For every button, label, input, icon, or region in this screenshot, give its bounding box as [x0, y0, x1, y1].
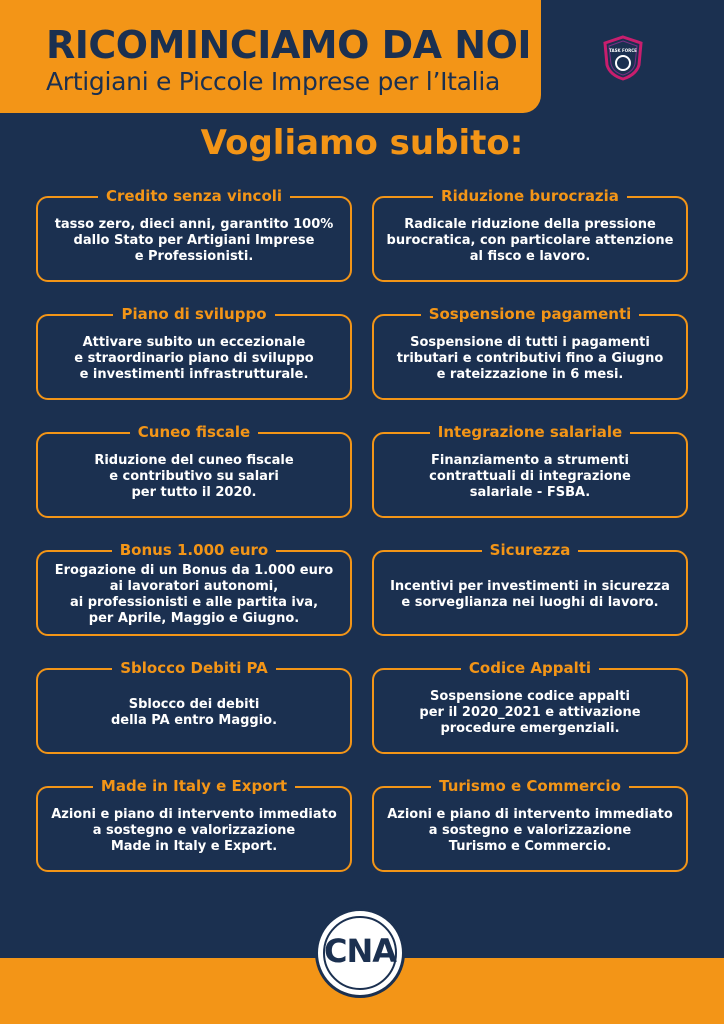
demand-card [36, 659, 352, 754]
demand-card [372, 187, 688, 282]
demand-card-text: Finanziamento a strumenti contrattuali di integrazione salariale - FSBA. [429, 453, 631, 500]
demand-card-title: Turismo e Commercio [431, 777, 629, 795]
demand-card [372, 541, 688, 636]
section-heading: Vogliamo subito: [200, 123, 524, 163]
demand-card-title: Riduzione burocrazia [433, 187, 627, 205]
logo-text: CNA [323, 932, 397, 970]
demand-card [372, 305, 688, 400]
demand-card-title: Sblocco Debiti PA [112, 659, 276, 677]
demand-card-text: Attivare subito un eccezionale e straordinario piano di sviluppo e investimenti infrastrutturale. [74, 335, 314, 382]
page-title: RICOMINCIAMO DA NOI [46, 23, 532, 67]
demand-card [36, 187, 352, 282]
demand-card-title: Credito senza vincoli [98, 187, 290, 205]
demand-card-title: Made in Italy e Export [93, 777, 295, 795]
svg-text:TASK FORCE: TASK FORCE [609, 48, 637, 53]
demand-card-text: Riduzione del cuneo fiscale e contributivo su salari per tutto il 2020. [94, 453, 294, 500]
demand-card-title: Cuneo fiscale [130, 423, 258, 441]
demand-card [36, 777, 352, 872]
demand-card-text: Azioni e piano di intervento immediato a sostegno e valorizzazione Turismo e Commercio. [387, 807, 673, 854]
cna-logo [315, 908, 405, 998]
demand-card-title: Integrazione salariale [430, 423, 630, 441]
demand-card-text: tasso zero, dieci anni, garantito 100% dallo Stato per Artigiani Imprese e Professionisti. [54, 217, 334, 264]
demand-card [36, 305, 352, 400]
demand-card-title: Piano di sviluppo [113, 305, 274, 323]
task-force-shield-icon [602, 35, 644, 81]
demand-card [36, 423, 352, 518]
demand-card-title: Codice Appalti [461, 659, 599, 677]
demand-card-text: Sospensione di tutti i pagamenti tributari e contributivi fino a Giugno e rateizzazione in 6 mesi. [396, 335, 664, 382]
demand-card [372, 659, 688, 754]
page-subtitle: Artigiani e Piccole Imprese per l’Italia [46, 67, 500, 96]
demand-card [372, 777, 688, 872]
demand-card-text: Incentivi per investimenti in sicurezza e sorveglianza nei luoghi di lavoro. [390, 579, 670, 610]
demand-card-title: Sospensione pagamenti [421, 305, 640, 323]
demand-card-text: Erogazione di un Bonus da 1.000 euro ai lavoratori autonomi, ai professionisti e alle partita iva, per Aprile, Maggio e Giugno. [54, 563, 334, 626]
demand-card [36, 541, 352, 636]
demand-card-text: Sospensione codice appalti per il 2020_2021 e attivazione procedure emergenziali. [419, 689, 641, 736]
demand-card [372, 423, 688, 518]
demand-card-title: Bonus 1.000 euro [112, 541, 276, 559]
header-banner [0, 0, 541, 113]
demand-card-text: Sblocco dei debiti della PA entro Maggio. [110, 697, 278, 728]
demand-card-title: Sicurezza [482, 541, 579, 559]
demand-card-text: Azioni e piano di intervento immediato a sostegno e valorizzazione Made in Italy e Export. [51, 807, 337, 854]
demand-card-text: Radicale riduzione della pressione burocratica, con particolare attenzione al fisco e lavoro. [386, 217, 674, 264]
